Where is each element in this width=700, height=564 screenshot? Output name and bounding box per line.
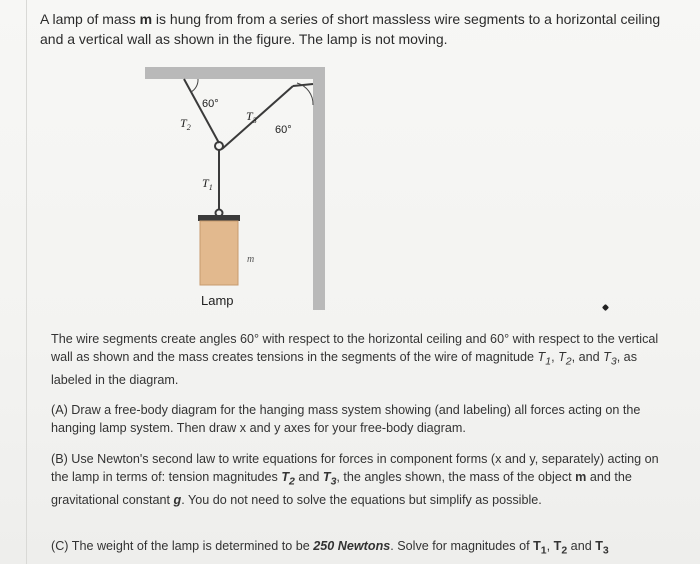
junction-ring [215, 142, 223, 150]
lamp-cap [198, 215, 240, 221]
mass-symbol: m [139, 11, 153, 27]
t1-label: $T_1$ [202, 176, 213, 192]
intro-part: A lamp of mass [40, 11, 140, 27]
paragraph-description: The wire segments create angles 60° with respect to the horizontal ceiling and 60° with respect to the vertical wall as shown and the mass creates tensions in the segments of the wire of magnitude $T_1$, $T_2$, and $T_3$, as labeled in the diagram. [51, 332, 659, 387]
wire-t2 [184, 79, 219, 143]
question-b: (B) Use Newton's second law to write equations for forces in component forms (x and y, separately) acting on the lamp in terms of: tension magnitudes $T_2$ and $T_3$, the angles shown, the mass of the object m and the gravitational constant g. You do not need to solve the equations but simplify as possible. [51, 452, 659, 507]
ceiling-angle-label: 60° [202, 98, 219, 110]
wire-t3 [222, 86, 293, 149]
mass-label: m [247, 254, 255, 265]
lamp-diagram [140, 65, 340, 315]
question-c: (C) The weight of the lamp is determined to be 250 Newtons. Solve for magnitudes of $T_1$, $T_2$ and $T_3$ [51, 539, 609, 557]
ceiling [145, 67, 325, 79]
intro-part: is hung from from a series of short massless wire segments to a horizontal ceiling and a vertical wall as shown in the figure. The lamp is not moving. [40, 11, 661, 47]
t2-label: $T_2$ [180, 116, 191, 132]
lamp-body [200, 221, 238, 285]
lamp-label: Lamp [201, 293, 234, 308]
question-a: (A) Draw a free-body diagram for the hanging mass system showing (and labeling) all forces acting on the hanging lamp system. Then draw x and y axes for your free-body diagram. [51, 403, 641, 435]
ceiling-angle-arc [191, 79, 198, 92]
wall [313, 67, 325, 310]
t3-label: $T_3$ [246, 109, 257, 125]
intro-text [40, 9, 680, 49]
bullet-dot [602, 304, 609, 311]
page-edge-line [26, 0, 27, 564]
wall-angle-label: 60° [275, 124, 292, 136]
